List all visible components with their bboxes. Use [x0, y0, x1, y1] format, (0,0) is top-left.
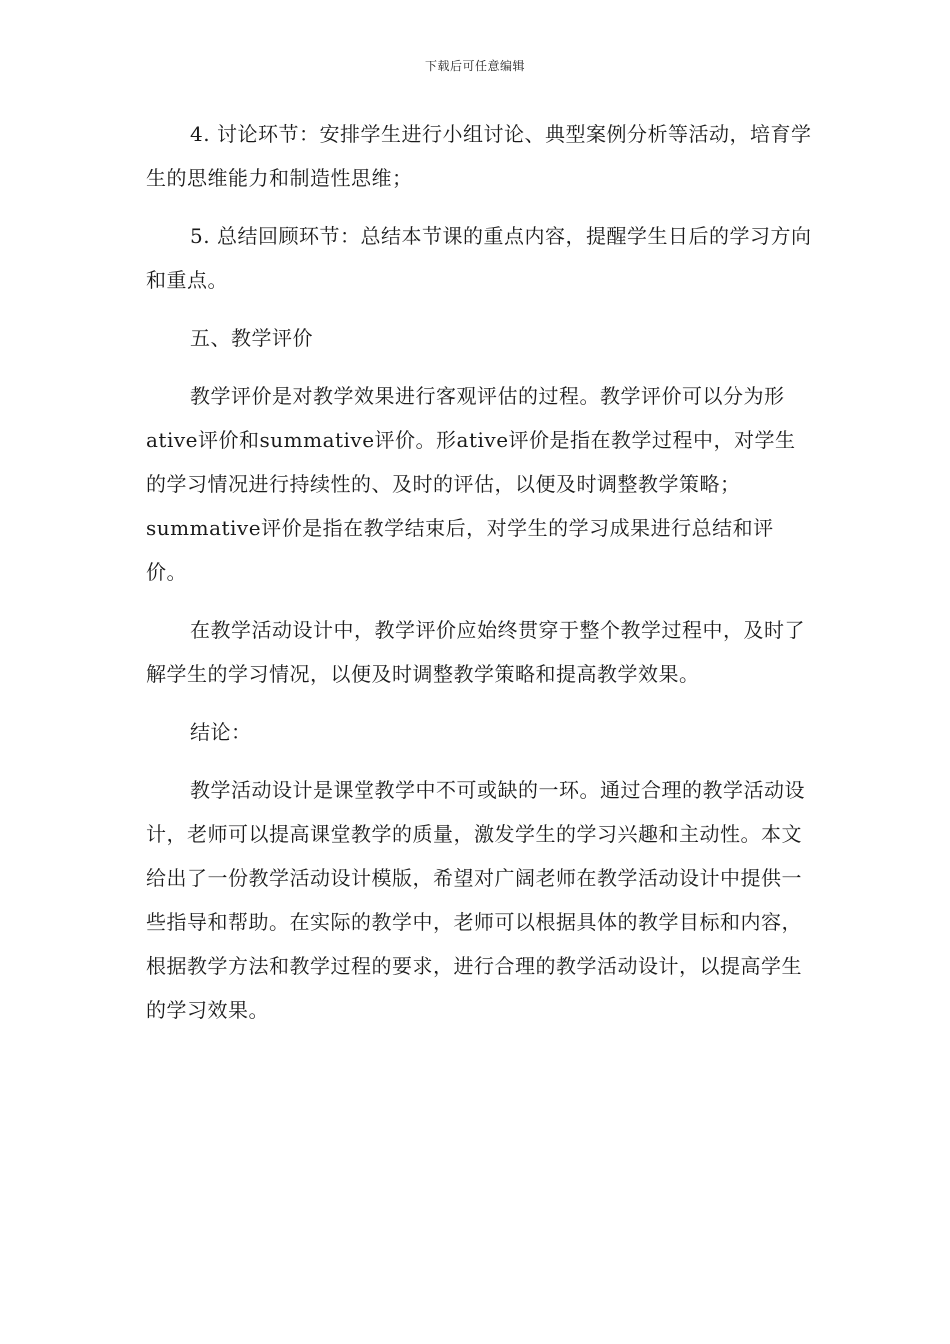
page-header: 下载后可任意编辑: [424, 59, 525, 73]
section-heading-evaluation: 五、教学评价: [190, 326, 313, 350]
paragraph-summary-step: 5. 总结回顾环节：总结本节课的重点内容，提醒学生日后的学习方向和重点。: [146, 224, 812, 292]
paragraph-discussion-step: 4. 讨论环节：安排学生进行小组讨论、典型案例分析等活动，培育学生的思维能力和制造性思维；: [146, 122, 812, 190]
section-heading-conclusion: 结论：: [190, 720, 252, 744]
paragraph-conclusion: 教学活动设计是课堂教学中不可或缺的一环。通过合理的教学活动设计，老师可以提高课堂教学的质量，激发学生的学习兴趣和主动性。本文给出了一份教学活动设计模版，希望对广阔老师在教学活动设计中提供一些指导和帮助。在实际的教学中，老师可以根据具体的教学目标和内容，根据教学方法和教学过程的要求，进行合理的教学活动设计，以提高学生的学习效果。: [146, 778, 805, 1022]
paragraph-evaluation-in-design: 在教学活动设计中，教学评价应始终贯穿于整个教学过程中，及时了解学生的学习情况，以便及时调整教学策略和提高教学效果。: [146, 618, 805, 686]
paragraph-evaluation-definition: 教学评价是对教学效果进行客观评估的过程。教学评价可以分为形ative评价和summative评价。形ative评价是指在教学过程中，对学生的学习情况进行持续性的、及时的评估，以便及时调整教学策略；summative评价是指在教学结束后，对学生的学习成果进行总结和评价。: [146, 384, 796, 584]
document-body: [146, 112, 814, 1046]
